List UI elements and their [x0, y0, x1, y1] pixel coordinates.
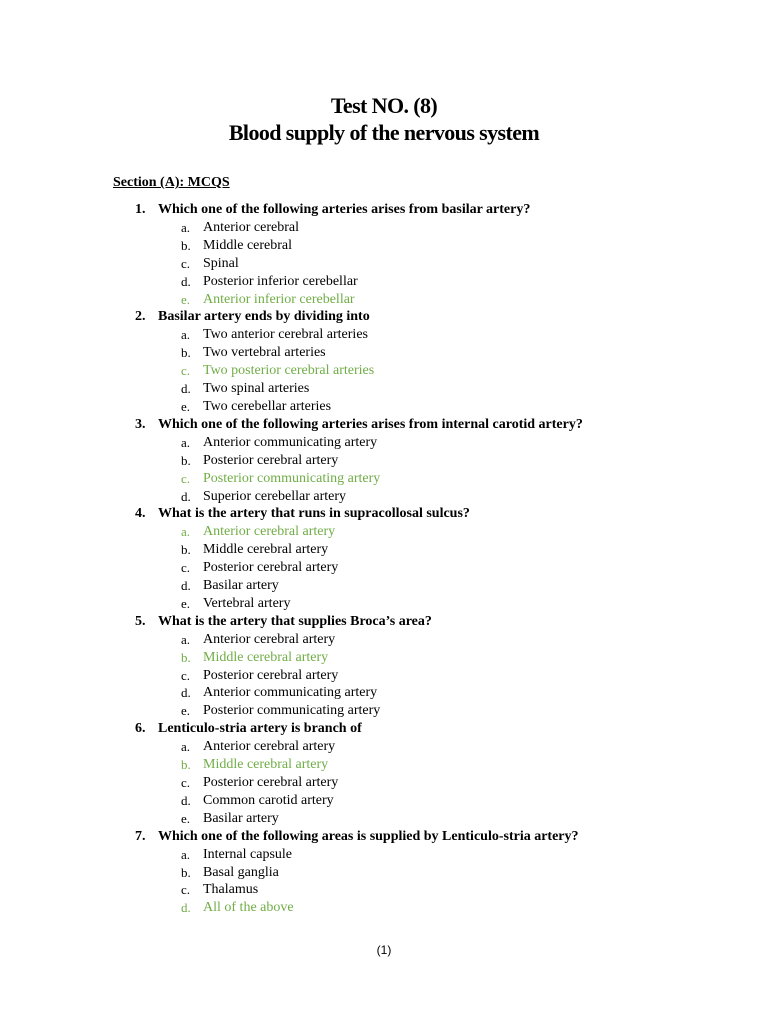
question-item — [0, 613, 768, 720]
question-number: 2. — [135, 309, 146, 325]
question-text: What is the artery that runs in supracollosal sulcus? — [158, 506, 470, 522]
option-text: Anterior cerebral artery — [203, 524, 336, 540]
option-text: Middle cerebral artery — [203, 757, 329, 773]
option-text: Anterior cerebral — [203, 219, 299, 235]
option-letter: d. — [181, 685, 191, 701]
option-text: Anterior inferior cerebellar — [203, 291, 355, 307]
option-item — [0, 273, 768, 291]
option-item — [0, 631, 768, 649]
option-item — [0, 684, 768, 702]
question-text: Which one of the following arteries arises from internal carotid artery? — [158, 416, 583, 432]
question-item — [0, 201, 768, 308]
option-letter: b. — [181, 452, 191, 468]
question-item — [0, 505, 768, 612]
option-item — [0, 559, 768, 577]
option-text: Posterior inferior cerebellar — [203, 273, 358, 289]
option-item — [0, 344, 768, 362]
option-text: All of the above — [203, 900, 294, 916]
question-number: 7. — [135, 828, 146, 844]
option-item — [0, 595, 768, 613]
option-text: Basal ganglia — [203, 864, 279, 880]
question-line — [0, 505, 768, 523]
option-list — [0, 326, 768, 416]
option-letter: d. — [181, 273, 191, 289]
question-line — [0, 720, 768, 738]
option-letter: b. — [181, 237, 191, 253]
option-letter: a. — [181, 846, 191, 862]
option-item — [0, 792, 768, 810]
question-text: Which one of the following arteries arises from basilar artery? — [158, 202, 531, 217]
option-text: Posterior communicating artery — [203, 470, 381, 486]
option-letter: c. — [181, 775, 191, 790]
option-item — [0, 846, 768, 864]
question-number: 4. — [135, 506, 146, 522]
option-letter: b. — [181, 864, 191, 880]
option-text: Anterior cerebral artery — [203, 739, 336, 755]
option-text: Basilar artery — [203, 810, 279, 826]
correct-option — [0, 756, 768, 774]
option-text: Superior cerebellar artery — [203, 488, 347, 504]
option-item — [0, 488, 768, 506]
correct-option — [0, 523, 768, 541]
option-letter: d. — [181, 381, 191, 397]
option-item — [0, 810, 768, 828]
option-item — [0, 452, 768, 470]
test-subtitle: Blood supply of the nervous system — [228, 120, 540, 145]
option-letter: d. — [181, 578, 191, 594]
option-text: Middle cerebral artery — [203, 542, 329, 558]
question-number: 6. — [135, 721, 146, 737]
option-item — [0, 219, 768, 237]
option-letter: a. — [181, 524, 191, 540]
option-text: Internal capsule — [203, 846, 293, 862]
option-list — [0, 523, 768, 613]
option-list — [0, 434, 768, 506]
option-item — [0, 774, 768, 792]
option-letter: d. — [181, 900, 191, 916]
option-list — [0, 738, 768, 828]
option-item — [0, 864, 768, 882]
option-letter: b. — [181, 649, 191, 665]
option-letter: e. — [181, 810, 191, 826]
correct-option — [0, 362, 768, 380]
option-item — [0, 702, 768, 720]
option-letter: d. — [181, 792, 191, 808]
question-number: 1. — [135, 202, 146, 217]
option-letter: c. — [181, 255, 191, 271]
option-letter: b. — [181, 542, 191, 558]
option-text: Two vertebral arteries — [203, 345, 326, 361]
option-letter: a. — [181, 434, 191, 450]
option-list — [0, 631, 768, 721]
option-text: Two cerebellar arteries — [203, 398, 332, 414]
option-text: Anterior cerebral artery — [203, 631, 336, 647]
correct-option — [0, 470, 768, 488]
option-text: Posterior cerebral artery — [203, 667, 339, 683]
option-letter: c. — [181, 470, 191, 486]
question-item — [0, 416, 768, 506]
correct-option — [0, 899, 768, 917]
option-text: Posterior communicating artery — [203, 703, 381, 719]
option-text: Two posterior cerebral arteries — [203, 363, 375, 379]
option-text: Posterior cerebral artery — [203, 560, 339, 576]
option-item — [0, 541, 768, 559]
option-item — [0, 398, 768, 416]
option-item — [0, 237, 768, 255]
question-item — [0, 720, 768, 827]
question-number: 5. — [135, 613, 146, 629]
question-text: Basilar artery ends by dividing into — [158, 309, 370, 325]
option-item — [0, 881, 768, 899]
question-list — [0, 201, 768, 917]
question-number: 3. — [135, 416, 146, 432]
option-text: Two spinal arteries — [203, 381, 310, 397]
question-line — [0, 828, 768, 846]
section-heading: Section (A): MCQS — [113, 175, 230, 190]
option-letter: e. — [181, 595, 191, 611]
question-item — [0, 828, 768, 918]
option-item — [0, 738, 768, 756]
option-text: Two anterior cerebral arteries — [203, 327, 368, 343]
question-line — [0, 613, 768, 631]
option-list — [0, 846, 768, 918]
option-letter: b. — [181, 757, 191, 773]
question-text: What is the artery that supplies Broca’s area? — [158, 613, 432, 629]
question-text: Which one of the following areas is supplied by Lenticulo-stria artery? — [158, 828, 579, 844]
option-item — [0, 577, 768, 595]
question-line — [0, 308, 768, 326]
option-text: Vertebral artery — [203, 595, 291, 611]
option-text: Anterior communicating artery — [203, 685, 378, 701]
option-letter: a. — [181, 219, 191, 235]
option-item — [0, 326, 768, 344]
option-letter: d. — [181, 488, 191, 504]
option-letter: e. — [181, 291, 191, 307]
test-title: Test NO. (8) — [330, 93, 438, 118]
option-letter: a. — [181, 631, 191, 647]
option-letter: b. — [181, 345, 191, 361]
option-letter: a. — [181, 739, 191, 755]
question-line — [0, 201, 768, 219]
option-letter: c. — [181, 667, 191, 683]
option-text: Anterior communicating artery — [203, 434, 378, 450]
question-item — [0, 308, 768, 415]
option-text: Common carotid artery — [203, 792, 334, 808]
page-number: (1) — [376, 943, 392, 957]
option-item — [0, 380, 768, 398]
option-item — [0, 434, 768, 452]
option-letter: c. — [181, 363, 191, 379]
option-list — [0, 219, 768, 309]
question-line — [0, 416, 768, 434]
correct-option — [0, 291, 768, 309]
option-item — [0, 667, 768, 685]
option-item — [0, 255, 768, 273]
question-text: Lenticulo-stria artery is branch of — [158, 721, 362, 737]
option-text: Thalamus — [203, 882, 259, 898]
option-text: Posterior cerebral artery — [203, 775, 339, 790]
option-letter: e. — [181, 703, 191, 719]
option-text: Posterior cerebral artery — [203, 452, 339, 468]
option-text: Middle cerebral — [203, 237, 293, 253]
correct-option — [0, 649, 768, 667]
option-letter: c. — [181, 560, 191, 576]
option-letter: c. — [181, 882, 191, 898]
option-text: Spinal — [203, 255, 239, 271]
option-text: Basilar artery — [203, 578, 279, 594]
option-letter: e. — [181, 398, 191, 414]
option-letter: a. — [181, 327, 191, 343]
option-text: Middle cerebral artery — [203, 649, 329, 665]
